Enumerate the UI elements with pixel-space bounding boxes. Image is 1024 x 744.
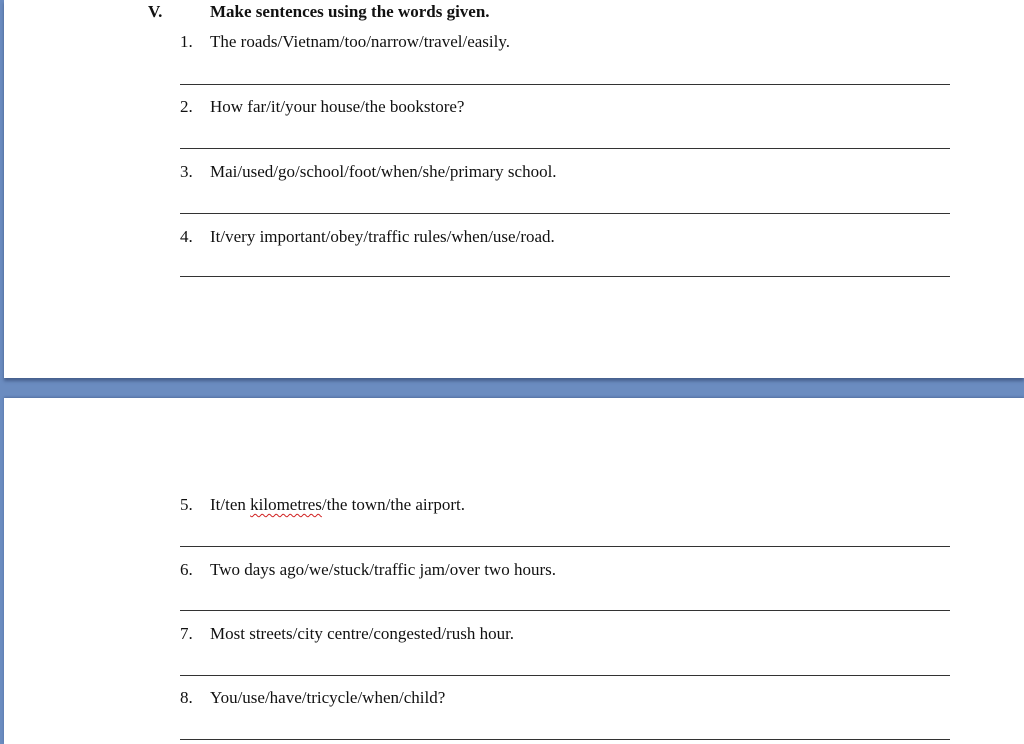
item-text-6: Two days ago/we/stuck/traffic jam/over two hours. bbox=[210, 560, 556, 579]
item-text-5 bbox=[210, 495, 465, 515]
item-text-4: It/very important/obey/traffic rules/when/use/road. bbox=[210, 227, 555, 246]
answer-line-7[interactable] bbox=[180, 675, 950, 676]
answer-line-8[interactable] bbox=[180, 739, 950, 740]
answer-line-5[interactable] bbox=[180, 546, 950, 547]
item-number-6: 6. bbox=[180, 560, 193, 579]
answer-line-1[interactable] bbox=[180, 84, 950, 85]
item-number-5: 5. bbox=[180, 495, 193, 514]
item-number-2: 2. bbox=[180, 97, 193, 116]
item-text-7: Most streets/city centre/congested/rush hour. bbox=[210, 624, 515, 643]
item-text-1: The roads/Vietnam/too/narrow/travel/easily. bbox=[210, 32, 510, 51]
exercise-number: V. bbox=[148, 2, 163, 21]
item-text-8: You/use/have/tricycle/when/child? bbox=[210, 688, 446, 707]
item-text-3: Mai/used/go/school/foot/when/she/primary school. bbox=[210, 162, 557, 181]
item-number-4: 4. bbox=[180, 227, 193, 246]
answer-line-2[interactable] bbox=[180, 148, 950, 149]
item-number-7: 7. bbox=[180, 624, 193, 643]
exercise-instruction: Make sentences using the words given. bbox=[210, 2, 490, 21]
item-text-5-before: It/ten bbox=[210, 495, 251, 514]
item-number-1: 1. bbox=[180, 32, 193, 51]
item-number-3: 3. bbox=[180, 162, 193, 181]
document-page-1 bbox=[4, 0, 1024, 378]
answer-line-4[interactable] bbox=[180, 276, 950, 277]
item-number-8: 8. bbox=[180, 688, 193, 707]
answer-line-6[interactable] bbox=[180, 610, 950, 611]
spellcheck-flagged-word[interactable]: kilometres bbox=[250, 495, 322, 514]
item-text-2: How far/it/your house/the bookstore? bbox=[210, 97, 465, 116]
item-text-5-after: /the town/the airport. bbox=[321, 495, 465, 514]
document-page-2 bbox=[4, 398, 1024, 744]
answer-line-3[interactable] bbox=[180, 213, 950, 214]
